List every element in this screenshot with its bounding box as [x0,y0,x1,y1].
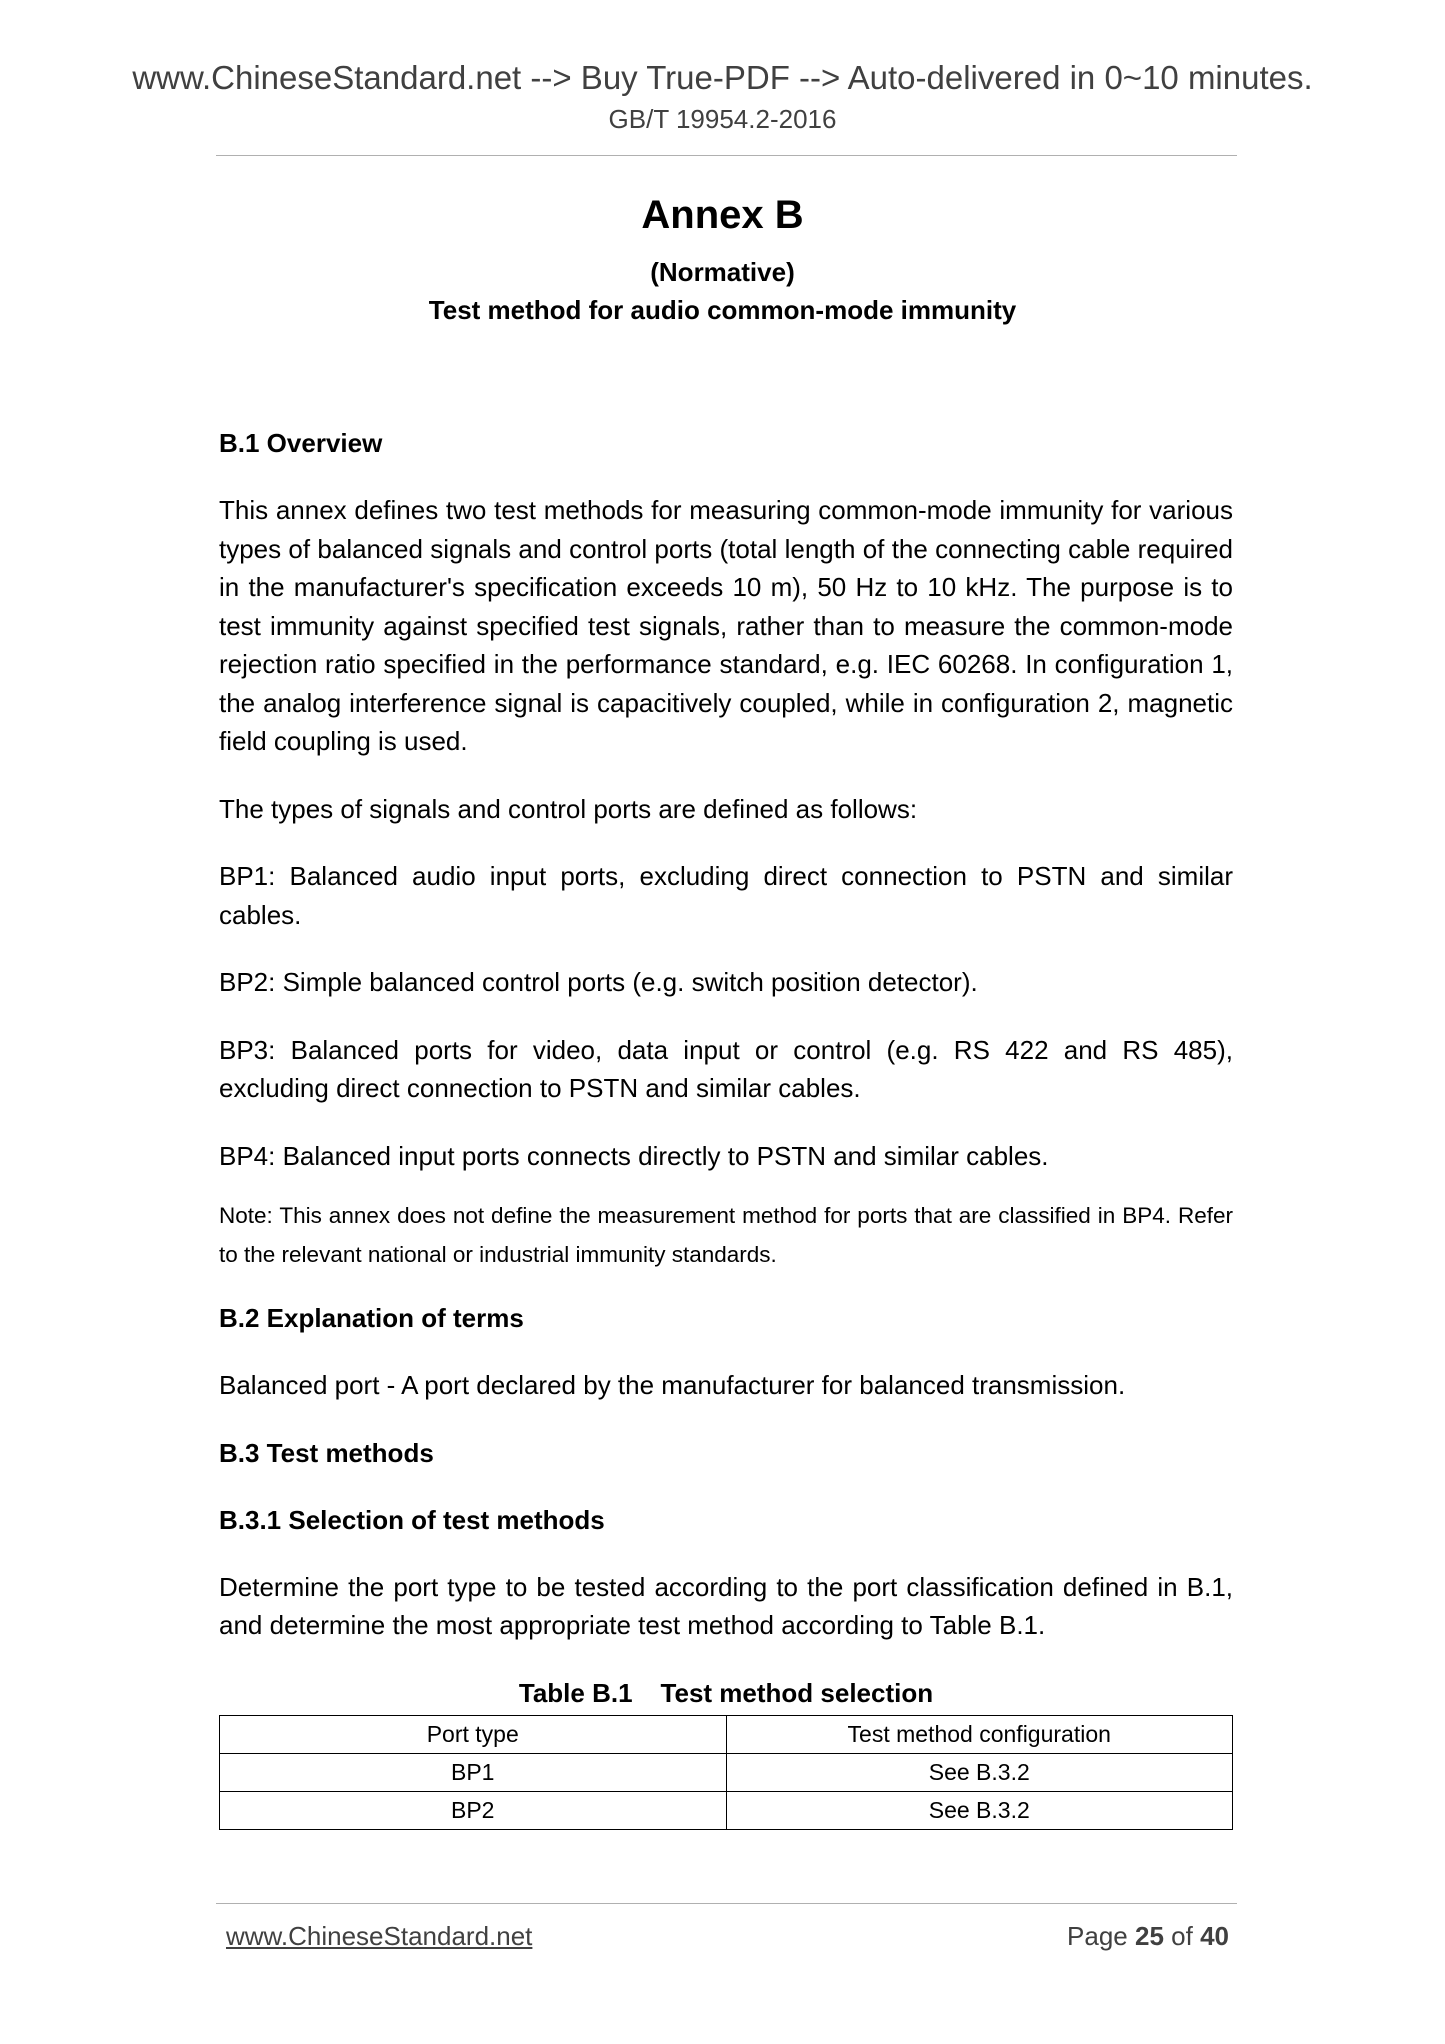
paragraph-balanced-port: Balanced port - A port declared by the manufacturer for balanced transmission. [219,1370,1126,1400]
table-cell: See B.3.2 [726,1753,1233,1791]
table-header-row [220,1715,1233,1753]
paragraph-selection: Determine the port type to be tested according to the port classification defined in B.1, and determine the most appropriate test method according to Table B.1. [219,1571,1233,1640]
page-label: Page [1067,1921,1128,1951]
standard-number: GB/T 19954.2-2016 [608,104,837,134]
table-row [220,1753,1233,1791]
annex-title: Annex B [641,193,804,237]
section-heading-b31: B.3.1 Selection of test methods [219,1504,605,1535]
paragraph-bp4: BP4: Balanced input ports connects directly to PSTN and similar cables. [219,1140,1049,1171]
note: Note: This annex does not define the measurement method for ports that are classified in BP4. Refer to the relevant national or industrial immunity standards. [219,1203,1233,1267]
annex-normative-label: (Normative) [650,257,795,287]
test-method-table [219,1715,1233,1830]
paragraph-port-types-intro: The types of signals and control ports are defined as follows: [219,793,918,824]
table-header-cell: Test method configuration [726,1715,1233,1753]
footer-divider [216,1903,1237,1904]
table-cell: BP1 [220,1753,727,1791]
page-of: of [1171,1921,1193,1951]
footer-website-link[interactable]: www.ChineseStandard.net [226,1921,533,1951]
paragraph-overview: This annex defines two test methods for measuring common-mode immunity for various types of balanced signals and control ports (total length of the connecting cable required in the manufacturer's specification exceeds 10 m), 50 Hz to 10 kHz. The purpose is to test immunity against specified test signals, rather than to measure the common-mode rejection ratio specified in the performance standard, e.g. IEC 60268. In configuration 1, the analog interference signal is capacitively coupled, while in configuration 2, magnetic field coupling is used. [219,495,1233,756]
table-caption [219,1674,1233,1712]
page-total: 40 [1200,1921,1229,1951]
table-row [220,1791,1233,1829]
table-caption-title: Test method selection [660,1677,934,1708]
page-number [1067,1918,1229,1954]
header-banner: www.ChineseStandard.net --> Buy True-PDF --> Auto-delivered in 0~10 minutes. [132,59,1313,96]
table-header-cell: Port type [220,1715,727,1753]
table-cell: See B.3.2 [726,1791,1233,1829]
section-heading-b2: B.2 Explanation of terms [219,1303,524,1333]
paragraph-bp3: BP3: Balanced ports for video, data input or control (e.g. RS 422 and RS 485), excluding direct connection to PSTN and similar cables. [219,1034,1233,1103]
paragraph-bp1: BP1: Balanced audio input ports, excluding direct connection to PSTN and similar cables. [219,861,1233,930]
section-heading-b3: B.3 Test methods [219,1437,434,1468]
document-body [219,424,1233,1830]
page-current: 25 [1135,1921,1164,1951]
header-divider [216,155,1237,156]
section-heading-b1: B.1 Overview [219,428,383,458]
table-cell: BP2 [220,1791,727,1829]
annex-subtitle: Test method for audio common-mode immunity [428,295,1017,325]
paragraph-bp2: BP2: Simple balanced control ports (e.g. switch position detector). [219,967,978,997]
table-caption-number: Table B.1 [518,1677,633,1708]
